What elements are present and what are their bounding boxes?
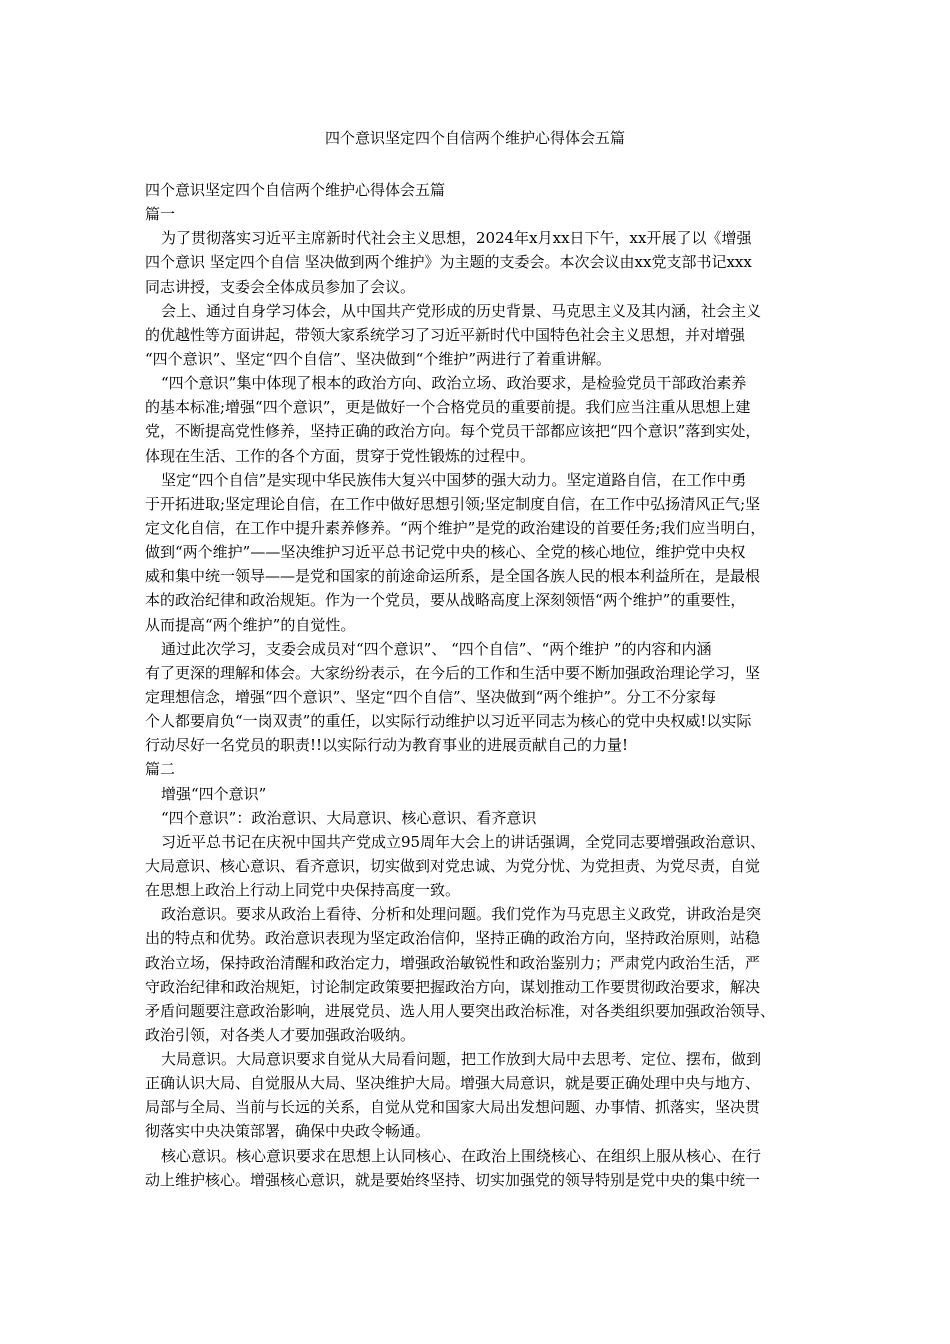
- text-line: 四个意识坚定四个自信两个维护心得体会五篇: [145, 181, 446, 199]
- text-line: 会上、通过自身学习体会，从中国共产党形成的历史背景、马克思主义及其内涵，社会主义: [161, 301, 762, 320]
- text-line: 大局意识、核心意识、看齐意识，切实做到对党忠诚、为党分忧、为党担责、为党尽责，自觉: [145, 856, 761, 875]
- text-line: 威和集中统一领导——是党和国家的前途命运所系，是全国各族人民的根本利益所在，是最根: [145, 567, 761, 586]
- text-line: 矛盾问题要注意政治影响，进展党员、选人用人要突出政治标准，对各类组织要加强政治领导、: [145, 1001, 776, 1020]
- text-line: 在思想上政治上行动上同党中央保持高度一致。: [145, 881, 461, 900]
- text-line: “四个意识”、坚定“四个自信”、坚决做到“个维护”两进行了着重讲解。: [145, 349, 612, 368]
- text-line: 定文化自信，在工作中提升素养修养。“两个维护”是党的政治建设的首要任务;我们应当明白，: [145, 518, 766, 537]
- text-line: 体现在生活、工作的各个方面，贯穿于党性锻炼的过程中。: [145, 446, 536, 465]
- document-body: [145, 178, 810, 1192]
- text-line: 守政治纪律和政治规矩，讨论制定政策要把握政治方向，谋划推动工作要贯彻政治要求，解决: [145, 977, 761, 996]
- text-line: 行动尽好一名党员的职责!!以实际行动为教育事业的进展贡献自己的力量!: [145, 736, 629, 755]
- text-line: 的优越性等方面讲起，带领大家系统学习了习近平新时代中国特色社会主义思想，并对增强: [145, 325, 746, 344]
- text-line: 有了更深的理解和体会。大家纷纷表示，在今后的工作和生活中要不断加强政治理论学习，坚: [145, 663, 761, 682]
- text-line: 局部与全局、当前与长远的关系，自觉从党和国家大局出发想问题、办事情、抓落实，坚决贯: [145, 1098, 761, 1117]
- text-line: 同志讲授，支委会全体成员参加了会议。: [145, 277, 416, 296]
- text-line: 定理想信念，增强“四个意识”、坚定“四个自信”、坚决做到“两个维护”。分工不分家每: [145, 687, 717, 706]
- text-line: 为了贯彻落实习近平主席新时代社会主义思想，2024年x月xx日下午，xx开展了以《增强: [161, 229, 752, 248]
- text-line: 篇一: [145, 205, 176, 224]
- text-line: “四个意识”：政治意识、大局意识、核心意识、看齐意识: [161, 808, 537, 827]
- text-line: 本的政治纪律和政治规矩。作为一个党员，要从战略高度上深刻领悟“两个维护”的重要性，: [145, 591, 746, 610]
- text-line: 正确认识大局、自觉服从大局、坚决维护大局。增强大局意识，就是要正确处理中央与地方、: [145, 1074, 761, 1093]
- text-line: 坚定“四个自信”是实现中华民族伟大复兴中国梦的强大动力。坚定道路自信，在工作中勇: [161, 470, 747, 489]
- text-line: 四个意识 坚定四个自信 坚决做到两个维护》为主题的支委会。本次会议由xx党支部书记xxx: [145, 253, 752, 272]
- text-line: “四个意识”集中体现了根本的政治方向、政治立场、政治要求，是检验党员干部政治素养: [161, 374, 747, 393]
- text-line: 政治立场，保持政治清醒和政治定力，增强政治敏锐性和政治鉴别力；严肃党内政治生活，严: [145, 953, 761, 972]
- text-line: 从而提高“两个维护”的自觉性。: [145, 615, 356, 634]
- text-line: 增强“四个意识”: [161, 784, 267, 803]
- text-line: 核心意识。核心意识要求在思想上认同核心、在政治上围绕核心、在组织上服从核心、在行: [161, 1146, 762, 1165]
- text-line: 做到“两个维护”——坚决维护习近平总书记党中央的核心、全党的核心地位，维护党中央权: [145, 543, 746, 562]
- text-line: 动上维护核心。增强核心意识，就是要始终坚持、切实加强党的领导特别是党中央的集中统一: [145, 1170, 761, 1189]
- text-line: 政治意识。要求从政治上看待、分析和处理问题。我们党作为马克思主义政党，讲政治是突: [161, 905, 762, 924]
- text-line: 通过此次学习，支委会成员对“四个意识”、 “四个自信”、“两个维护 ”的内容和内涵: [161, 639, 712, 658]
- text-line: 彻落实中央决策部署，确保中央政令畅通。: [145, 1122, 431, 1141]
- text-line: 个人都要肩负“一岗双责”的重任，以实际行动维护以习近平同志为核心的党中央权威!以实际: [145, 712, 752, 731]
- text-line: 大局意识。大局意识要求自觉从大局看问题，把工作放到大局中去思考、定位、摆布，做到: [161, 1050, 762, 1069]
- text-line: 出的特点和优势。政治意识表现为坚定政治信仰，坚持正确的政治方向，坚持政治原则，站稳: [145, 929, 761, 948]
- text-line: 习近平总书记在庆祝中国共产党成立95周年大会上的讲话强调，全党同志要增强政治意识、: [161, 832, 766, 851]
- text-line: 政治引领，对各类人才要加强政治吸纳。: [145, 1025, 416, 1044]
- text-line: 党，不断提高党性修养，坚持正确的政治方向。每个党员干部都应该把“四个意识”落到实处，: [145, 422, 761, 441]
- text-line: 于开拓进取;坚定理论自信，在工作中做好思想引领;坚定制度自信，在工作中弘扬清风正气;坚: [145, 494, 761, 513]
- text-line: 的基本标准;增强“四个意识”，更是做好一个合格党员的重要前提。我们应当注重从思想上建: [145, 398, 751, 417]
- document-title: 四个意识坚定四个自信两个维护心得体会五篇: [324, 129, 625, 147]
- text-line: 篇二: [145, 760, 176, 779]
